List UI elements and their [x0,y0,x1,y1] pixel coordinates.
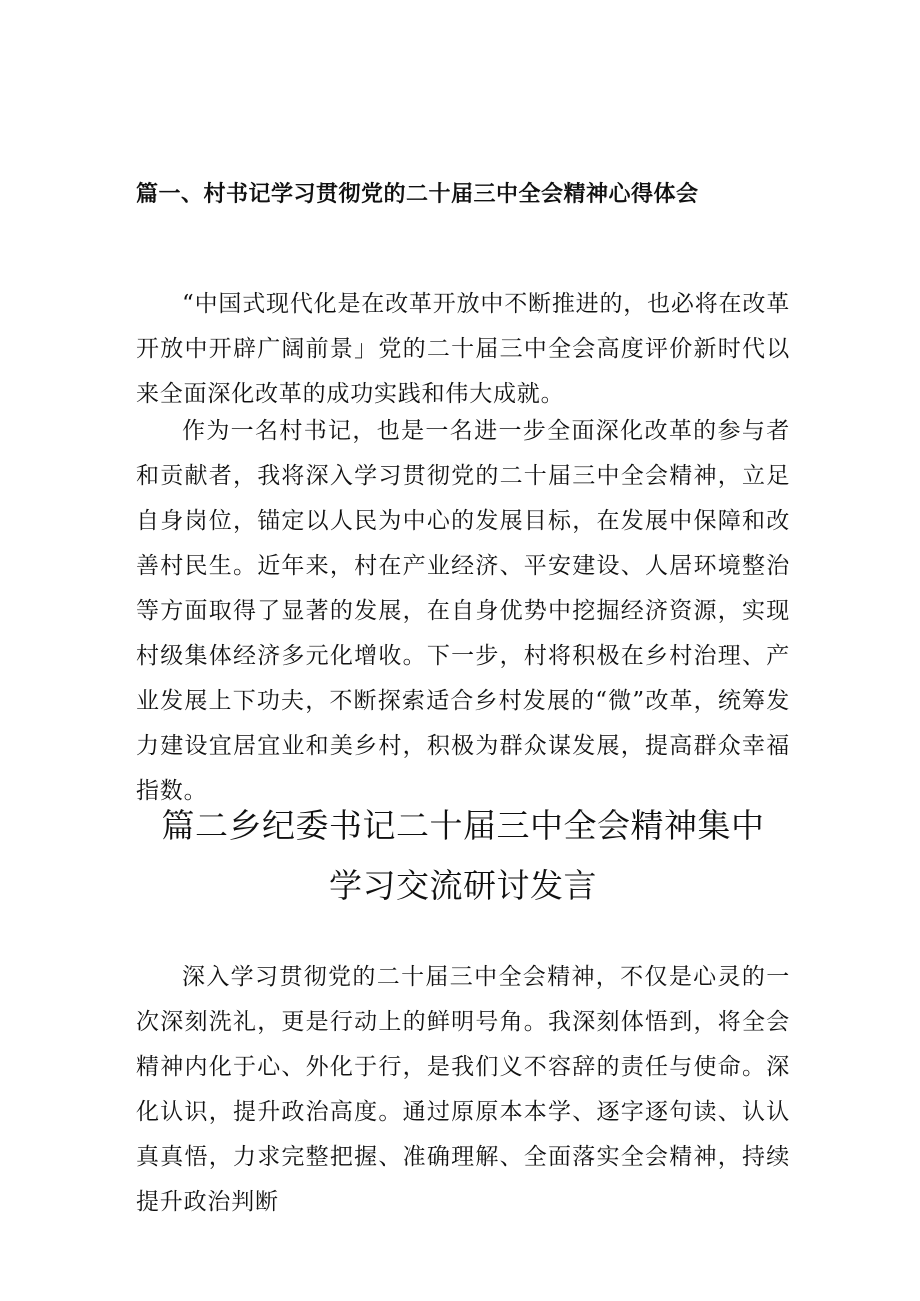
section2-title-line-1: 篇二乡纪委书记二十届三中全会精神集中 [161,806,765,845]
section1-title: 篇一、村书记学习贯彻党的二十届三中全会精神心得体会 [136,181,699,207]
section2-paragraph-1: 深入学习贯彻党的二十届三中全会精神，不仅是心灵的一次深刻洗礼，更是行动上的鲜明号角。我深刻体悟到，将全会精神内化于心、外化于行，是我们义不容辞的责任与使命。深化认识，提升政治高度。通过原原本本学、逐字逐句读、认认真真悟，力求完整把握、准确理解、全面落实全会精神，持续提升政治判断 [136,964,790,1215]
section1-paragraph-1: “中国式现代化是在改革开放中不断推进的，也必将在改革开放中开辟广阔前景」党的二十届三中全会高度评价新时代以来全面深化改革的成功实践和伟大成就。 [136,291,790,407]
section1-paragraph-2: 作为一名村书记，也是一名进一步全面深化改革的参与者和贡献者，我将深入学习贯彻党的二十届三中全会精神，立足自身岗位，锚定以人民为中心的发展目标，在发展中保障和改善村民生。近年来，村在产业经济、平安建设、人居环境整治等方面取得了显著的发展，在自身优势中挖掘经济资源，实现村级集体经济多元化增收。下一步，村将积极在乡村治理、产业发展上下功夫，不断探索适合乡村发展的“微”改革，统筹发力建设宜居宜业和美乡村，积极为群众谋发展，提高群众幸福指数。 [136,418,790,804]
section2-title-line-2: 学习交流研讨发言 [329,866,597,905]
section2-title [136,796,790,916]
